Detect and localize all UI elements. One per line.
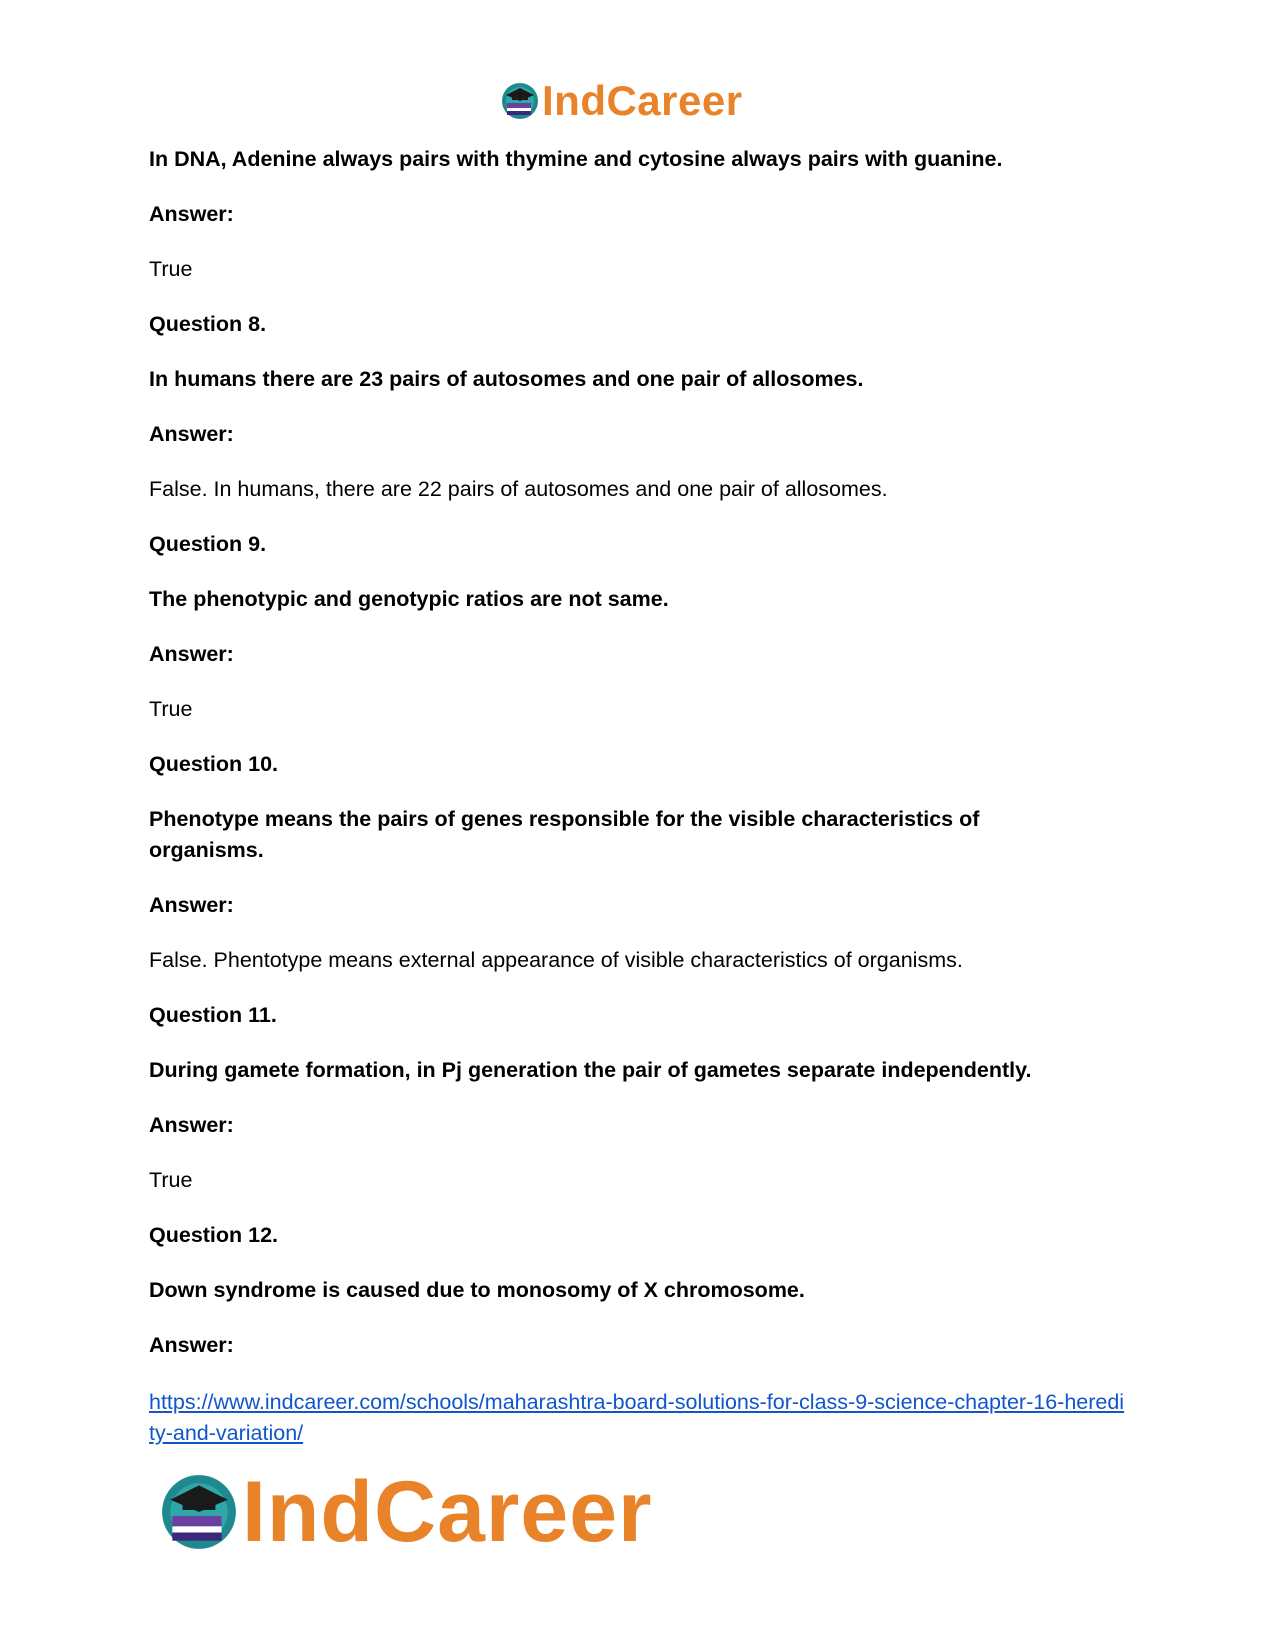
question-text: The phenotypic and genotypic ratios are not same. bbox=[149, 587, 669, 611]
source-link-container bbox=[149, 1387, 1129, 1449]
graduation-book-icon bbox=[158, 1471, 240, 1553]
question-number: Question 10. bbox=[149, 752, 279, 776]
header-logo-text: IndCareer bbox=[542, 77, 743, 124]
question-number: Question 8. bbox=[149, 312, 267, 336]
answer-label: Answer: bbox=[149, 893, 234, 917]
answer-text: True bbox=[149, 697, 193, 721]
answer-text: False. In humans, there are 22 pairs of autosomes and one pair of allosomes. bbox=[149, 477, 888, 501]
footer-logo bbox=[158, 1466, 653, 1558]
answer-text: False. Phentotype means external appearance of visible characteristics of organisms. bbox=[149, 948, 963, 972]
question-text: Down syndrome is caused due to monosomy of X chromosome. bbox=[149, 1278, 805, 1302]
graduation-book-icon bbox=[500, 81, 540, 121]
question-text: In DNA, Adenine always pairs with thymine and cytosine always pairs with guanine. bbox=[149, 147, 1003, 171]
answer-label: Answer: bbox=[149, 422, 234, 446]
answer-text: True bbox=[149, 257, 193, 281]
document-body bbox=[149, 144, 1129, 1449]
question-number: Question 11. bbox=[149, 1003, 277, 1027]
question-text: During gamete formation, in Pj generation the pair of gametes separate independently. bbox=[149, 1058, 1032, 1082]
answer-label: Answer: bbox=[149, 1333, 234, 1357]
answer-text: True bbox=[149, 1168, 193, 1192]
answer-label: Answer: bbox=[149, 202, 234, 226]
source-link[interactable]: https://www.indcareer.com/schools/maharashtra-board-solutions-for-class-9-science-chapter-16-heredity-and-variation/ bbox=[149, 1390, 1125, 1445]
question-number: Question 12. bbox=[149, 1223, 279, 1247]
footer-logo-text: IndCareer bbox=[242, 1464, 653, 1560]
question-number: Question 9. bbox=[149, 532, 267, 556]
answer-label: Answer: bbox=[149, 1113, 234, 1137]
question-text: In humans there are 23 pairs of autosomes and one pair of allosomes. bbox=[149, 367, 864, 391]
question-text: Phenotype means the pairs of genes responsible for the visible characteristics of organisms. bbox=[149, 807, 980, 862]
answer-label: Answer: bbox=[149, 642, 234, 666]
header-logo bbox=[500, 76, 743, 126]
